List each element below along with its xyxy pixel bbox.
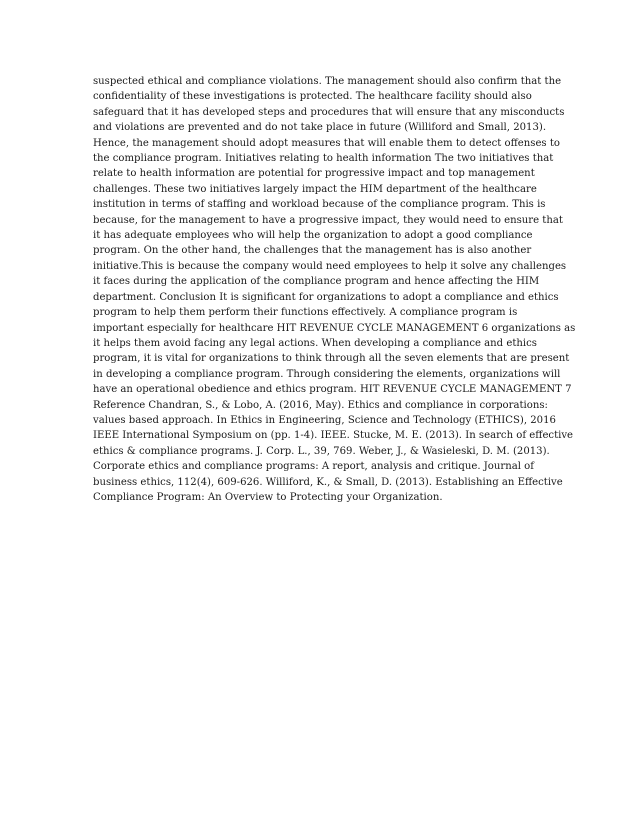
text-line: it helps them avoid facing any legal actions. When developing a compliance and ethics — [93, 337, 537, 349]
text-line: in developing a compliance program. Through considering the elements, organizations will — [93, 368, 561, 380]
text-line: and violations are prevented and do not take place in future (Williford and Small, 2013). — [93, 122, 547, 134]
text-line: program. On the other hand, the challenges that the management has is also another — [93, 245, 532, 257]
body-text — [93, 74, 576, 505]
text-line: values based approach. In Ethics in Engineering, Science and Technology (ETHICS), 2016 — [93, 414, 556, 426]
text-line: program to help them perform their functions effectively. A compliance program is — [93, 307, 518, 319]
text-line: ethics & compliance programs. J. Corp. L., 39, 769. Weber, J., & Wasieleski, D. M. (2013). — [93, 445, 550, 457]
text-line: Hence, the management should adopt measures that will enable them to detect offenses to — [93, 137, 560, 149]
text-line: suspected ethical and compliance violations. The management should also confirm that the — [93, 76, 562, 87]
text-line: have an operational obedience and ethics program. HIT REVENUE CYCLE MANAGEMENT 7 — [93, 384, 572, 396]
text-line: business ethics, 112(4), 609-626. Williford, K., & Small, D. (2013). Establishing an Effective — [93, 476, 563, 488]
text-line: department. Conclusion It is significant for organizations to adopt a compliance and ethics — [93, 291, 559, 303]
text-line: institution in terms of staffing and workload because of the compliance program. This is — [93, 199, 546, 211]
text-line: it faces during the application of the compliance program and hence affecting the HIM — [93, 276, 540, 288]
text-line: because, for the management to have a progressive impact, they would need to ensure that — [93, 214, 563, 226]
text-line: initiative.This is because the company would need employees to help it solve any challenges — [93, 260, 567, 272]
text-line: important especially for healthcare HIT REVENUE CYCLE MANAGEMENT 6 organizations as — [93, 322, 576, 334]
text-line: IEEE International Symposium on (pp. 1-4). IEEE. Stucke, M. E. (2013). In search of effective — [93, 430, 574, 442]
text-line: Corporate ethics and compliance programs: A report, analysis and critique. Journal of — [93, 461, 534, 473]
text-line: it has adequate employees who will help the organization to adopt a good compliance — [93, 230, 533, 242]
text-line: relate to health information are potential for progressive impact and top management — [93, 168, 535, 180]
text-line: Reference Chandran, S., & Lobo, A. (2016, May). Ethics and compliance in corporations: — [93, 399, 548, 411]
text-line: confidentiality of these investigations is protected. The healthcare facility should also — [93, 91, 532, 103]
text-line: safeguard that it has developed steps and procedures that will ensure that any misconducts — [93, 106, 565, 118]
text-line: Compliance Program: An Overview to Protecting your Organization. — [93, 491, 443, 503]
text-line: the compliance program. Initiatives relating to health information The two initiatives that — [93, 153, 554, 165]
text-line: program, it is vital for organizations to think through all the seven elements that are present — [93, 353, 570, 365]
text-line: challenges. These two initiatives largely impact the HIM department of the healthcare — [93, 183, 537, 195]
